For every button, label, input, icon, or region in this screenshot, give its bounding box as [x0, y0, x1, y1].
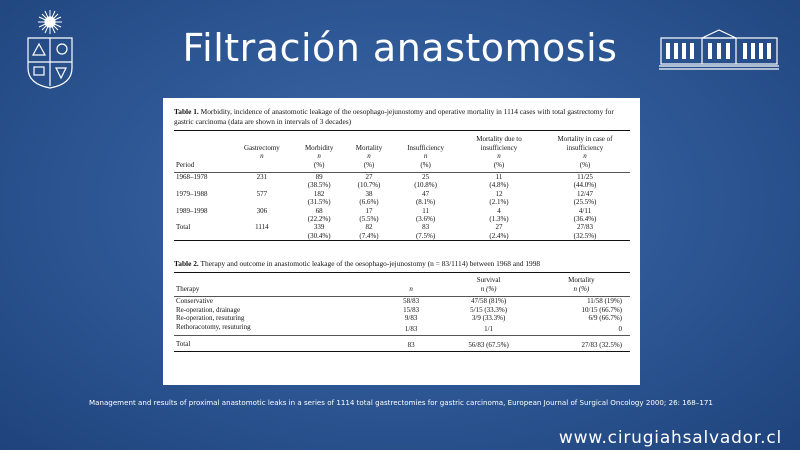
table1-caption [174, 107, 630, 127]
table2-caption-text: Therapy and outcome in anastomotic leakage of the oesophago-jejunostomy (n = 83/1114) between 1968 and 1998 [200, 259, 541, 269]
table-row-total: Total 83 56/83 (67.5%) 27/83 (32.5%) [174, 335, 630, 352]
table1-header-gastrectomy: Gastrectomy n [244, 143, 280, 160]
table1-header-insufficiency: Insufficiency n (%) [407, 143, 444, 169]
table2-caption-label: Table 2. [174, 259, 199, 269]
table1-header-mortality-in-case-insufficiency: Mortality in case of insufficiency n (%) [557, 135, 613, 169]
tables-image-panel [163, 98, 640, 385]
table-row: 1979–1988 577 182 (31.5%) 38 (6.6%) 47 (8.1%) 12 (2.1%) 12/47 (25.5%) [176, 189, 597, 207]
therapy-outcome-table [174, 272, 630, 352]
table2-caption [174, 259, 630, 269]
table2-header-survival: Survival n (%) [476, 276, 501, 293]
website-url[interactable]: www.cirugiahsalvador.cl [558, 428, 782, 448]
source-reference: Management and results of proximal anastomotic leaks in a series of 1114 total gastrectomies for gastric carcinoma, European Journal of Surgical Oncology 2000; 26: 168–171 [89, 398, 713, 407]
table2-header-mortality: Mortality n (%) [568, 276, 595, 293]
table2-header-therapy: Therapy [176, 284, 200, 293]
slide-title: Filtración anastomosis [182, 26, 618, 70]
table1-caption-label: Table 1. [174, 107, 199, 116]
table-row: Conservative 58/83 47/58 (81%) 11/58 (19%) [176, 297, 622, 306]
table-row: Rethoracotomy, resuturing 1/83 1/1 0 [174, 323, 630, 335]
table1-caption-text: Morbidity, incidence of anastomotic leakage of the oesophago-jejunostomy and operative mortality in 1114 cases with total gastrectomy for gastric carcinoma (data are shown in intervals of 3 decades) [174, 107, 614, 126]
table2-header-n: n [409, 284, 413, 293]
table-row-total: Total 1114 339 (30.4%) 82 (7.4%) 83 (7.5%) 27 (2.4%) 27/83 (32.5%) [174, 223, 630, 240]
table-row: Re-operation, drainage 15/83 5/15 (33.3%) 10/15 (66.7%) [176, 305, 622, 314]
table1-header-morbidity: Morbidity n (%) [304, 143, 334, 169]
table-row: 1968–1978 231 89 (38.5%) 27 (10.7%) 25 (10.8%) 11 (4.8%) 11/25 (44.0%) [176, 173, 597, 190]
table1-header-mortality: Mortality n (%) [355, 143, 383, 169]
table-row: Re-operation, resuturing 9/83 3/9 (33.3%) 6/9 (66.7%) [176, 314, 622, 323]
table-row: 1989–1998 306 68 (22.2%) 17 (5.5%) 11 (3.6%) 4 (1.3%) 4/11 (36.4%) [176, 206, 597, 224]
morbidity-table [174, 130, 630, 241]
table1-header-mortality-due-insufficiency: Mortality due to insufficiency n (%) [476, 135, 522, 169]
table1-header-period: Period [176, 160, 195, 169]
